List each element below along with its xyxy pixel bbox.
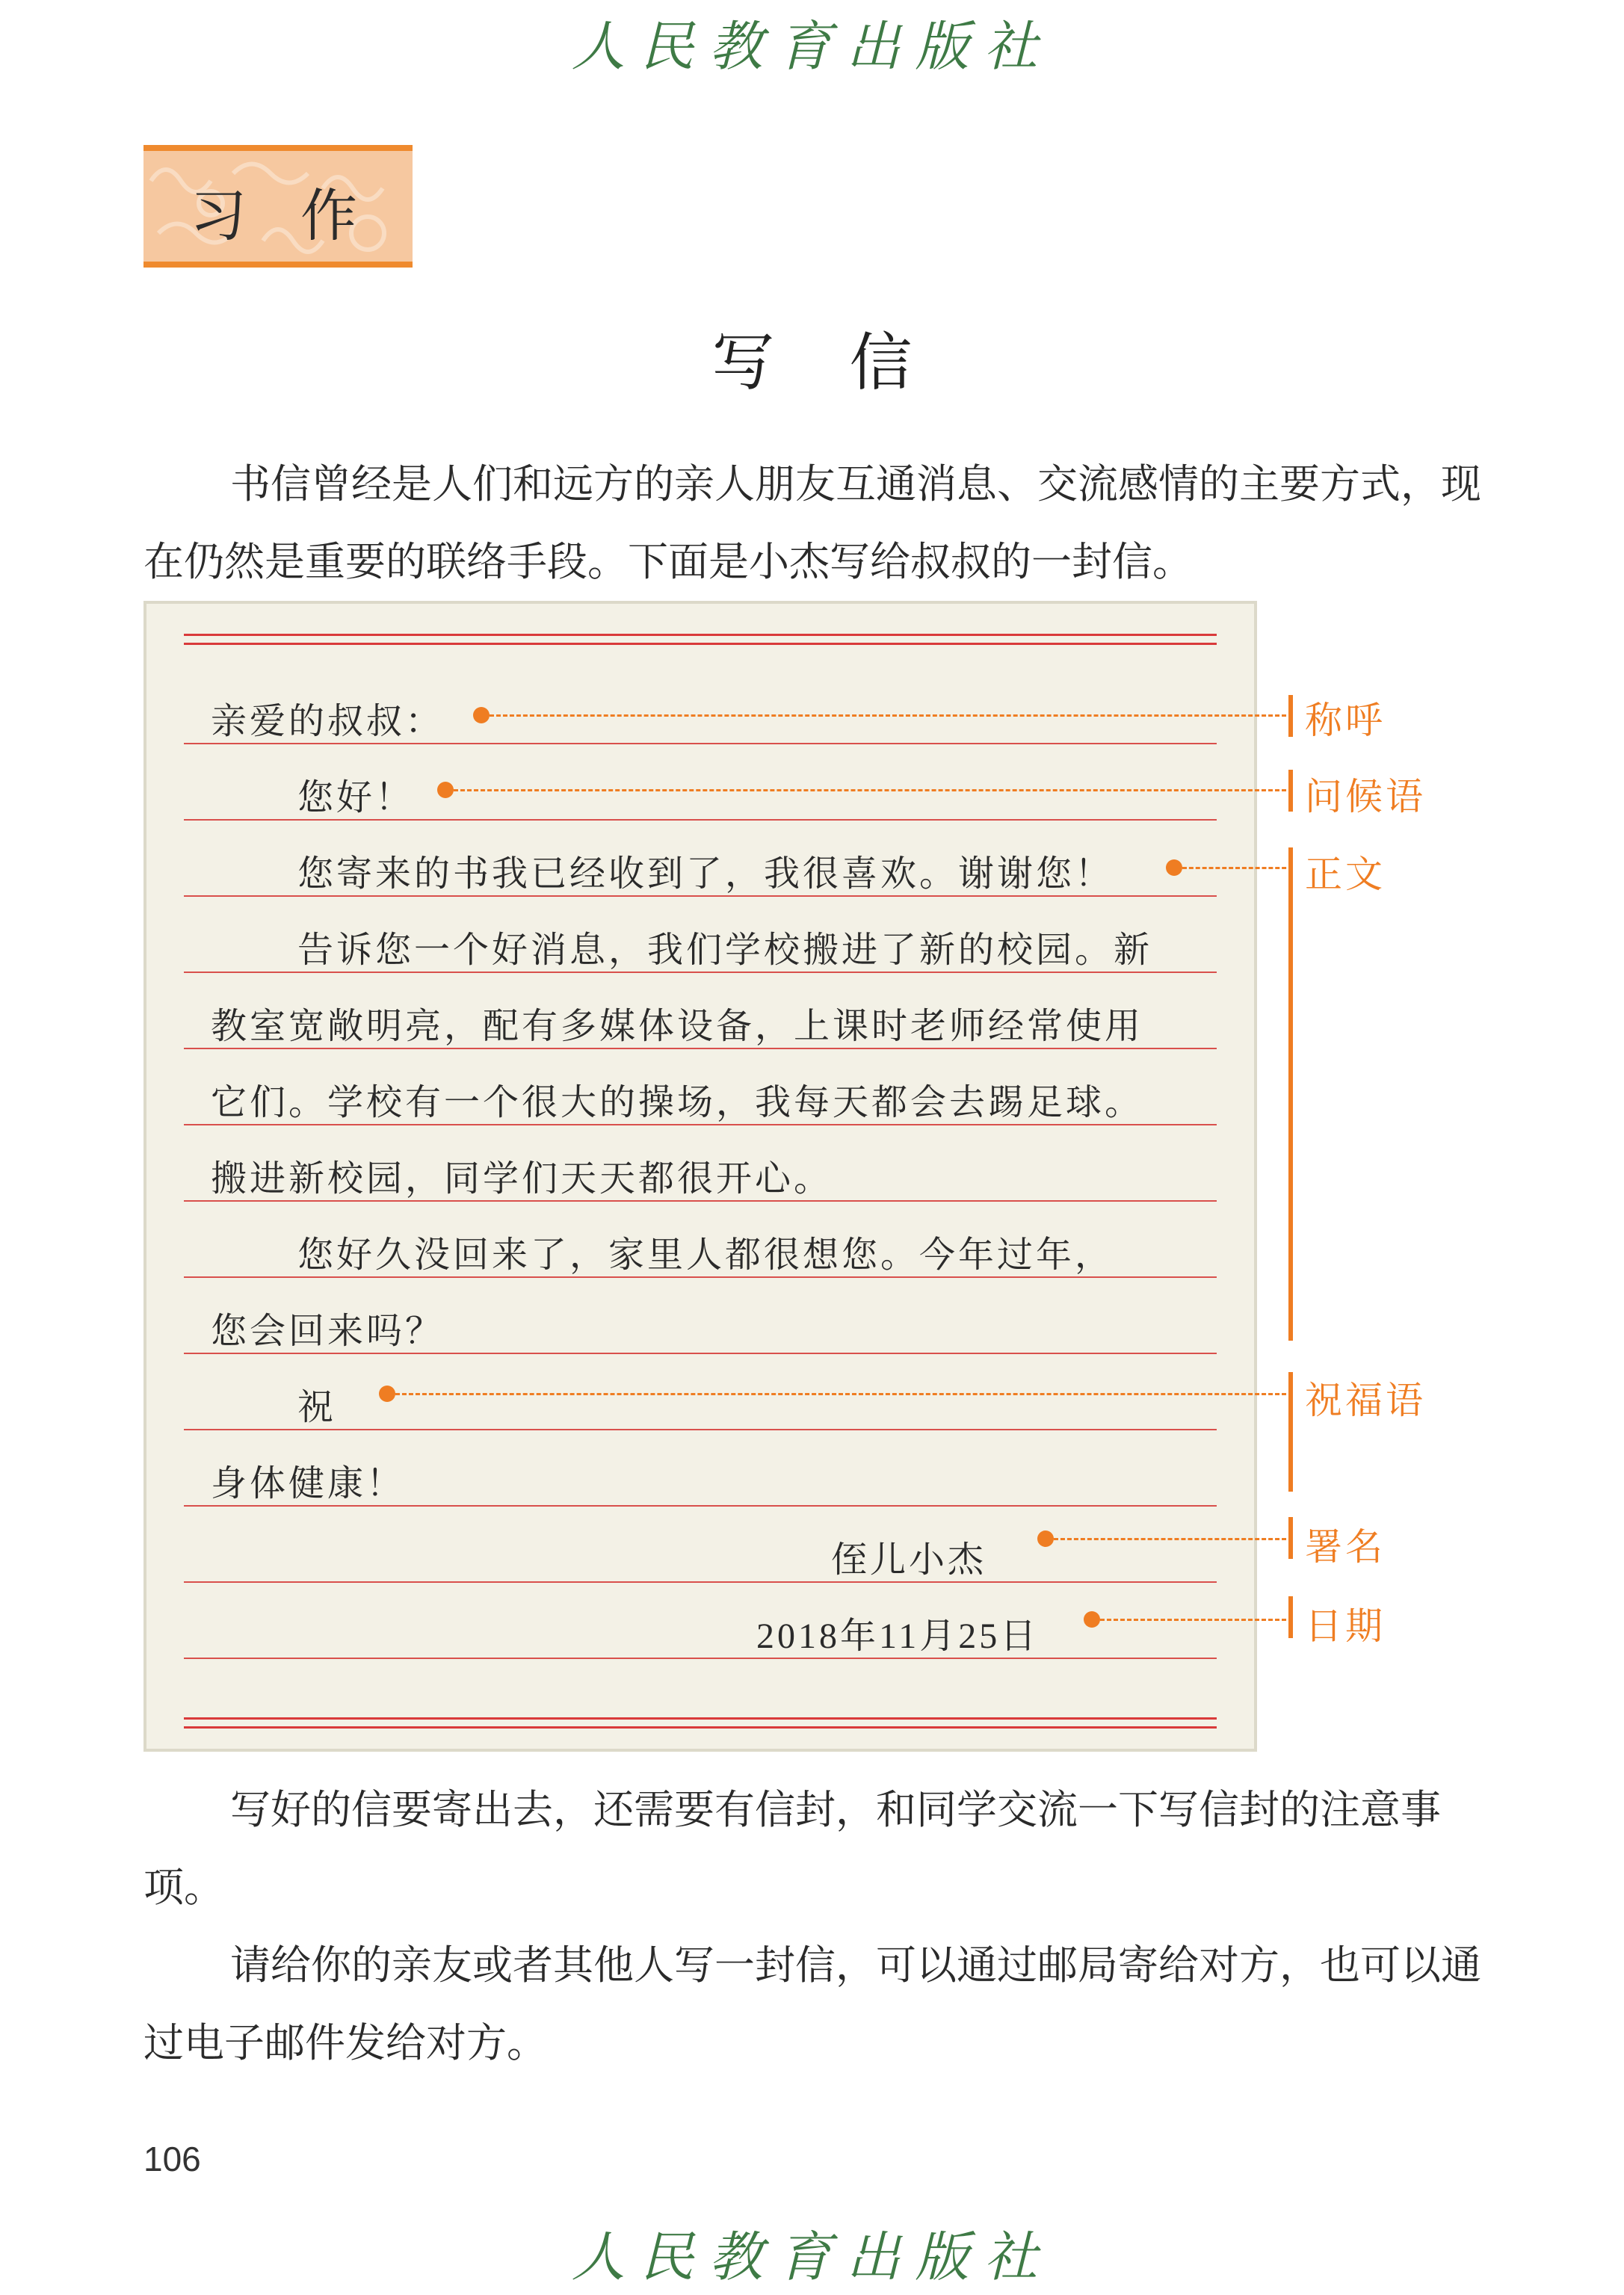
annotation-wish: 祝福语 [1305, 1379, 1426, 1422]
publisher-logo-bottom: 人民教育出版社 [571, 2225, 1053, 2288]
intro-paragraph: 书信曾经是人们和远方的亲人朋友互通消息、交流感情的主要方式，现在仍然是重要的联络手段。下面是小杰写给叔叔的一封信。 [143, 460, 1481, 585]
ruled-line [184, 1429, 1217, 1430]
letter-body-line: 搬进新校园，同学们天天都很开心。 [211, 1158, 833, 1199]
page-number: 106 [143, 2140, 201, 2178]
body-marker-dot [1166, 859, 1182, 876]
signature-marker-dot [1037, 1530, 1054, 1547]
wish-bracket [1288, 1372, 1293, 1492]
wish-leader-line [395, 1393, 1293, 1395]
annotation-greeting: 问候语 [1305, 775, 1426, 818]
page-title: 写信 [711, 326, 987, 399]
letter-signature: 侄儿小杰 [831, 1539, 987, 1581]
annotation-date: 日期 [1305, 1604, 1386, 1648]
signature-bracket [1288, 1517, 1293, 1559]
after-paragraph-task: 请给你的亲友或者其他人写一封信，可以通过邮局寄给对方，也可以通过电子邮件发给对方。 [143, 1942, 1481, 2066]
date-marker-dot [1084, 1611, 1100, 1628]
section-tag [143, 145, 413, 268]
letter-body-line: 您会回来吗？ [211, 1310, 445, 1352]
letter-body-line: 您寄来的书我已经收到了，我很喜欢。谢谢您！ [297, 853, 1114, 895]
greeting-bracket [1288, 770, 1293, 812]
salutation-leader-line [490, 714, 1293, 717]
top-double-rule [184, 634, 1217, 636]
letter-greeting: 您好！ [297, 776, 415, 818]
letter-wish-prefix: 祝 [297, 1386, 337, 1428]
letter-body-line: 它们。学校有一个很大的操场，我每天都会去踢足球。 [211, 1081, 1144, 1123]
body-leader-line [1182, 867, 1293, 869]
letter-body-line: 教室宽敞明亮，配有多媒体设备，上课时老师经常使用 [211, 1005, 1144, 1047]
annotation-salutation: 称呼 [1305, 699, 1386, 742]
ruled-line [184, 1581, 1217, 1583]
after-paragraph-envelope: 写好的信要寄出去，还需要有信封，和同学交流一下写信封的注意事项。 [143, 1786, 1441, 1911]
letter-salutation: 亲爱的叔叔： [211, 700, 445, 742]
publisher-logo-top: 人民教育出版社 [571, 15, 1053, 78]
bottom-double-rule-2 [184, 1726, 1217, 1729]
body-bracket [1288, 847, 1293, 1341]
top-double-rule-2 [184, 643, 1217, 645]
ruled-line [184, 1658, 1217, 1659]
section-tag-label: 习作 [190, 182, 411, 249]
salutation-marker-dot [473, 707, 490, 723]
signature-leader-line [1054, 1538, 1293, 1540]
letter-date: 2018年11月25日 [756, 1616, 1040, 1656]
letter-sample [143, 601, 1257, 1752]
salutation-bracket [1288, 695, 1293, 737]
letter-body-line: 您好久没回来了，家里人都很想您。今年过年， [297, 1234, 1114, 1276]
wish-marker-dot [379, 1386, 395, 1402]
annotation-body: 正文 [1305, 853, 1386, 896]
greeting-marker-dot [437, 782, 454, 798]
letter-wish: 身体健康！ [211, 1462, 406, 1504]
letter-body-line: 告诉您一个好消息，我们学校搬进了新的校园。新 [297, 929, 1153, 971]
bottom-double-rule [184, 1717, 1217, 1720]
date-leader-line [1100, 1619, 1293, 1621]
greeting-leader-line [454, 789, 1293, 791]
date-bracket [1288, 1596, 1293, 1638]
annotation-signature: 署名 [1305, 1525, 1386, 1569]
